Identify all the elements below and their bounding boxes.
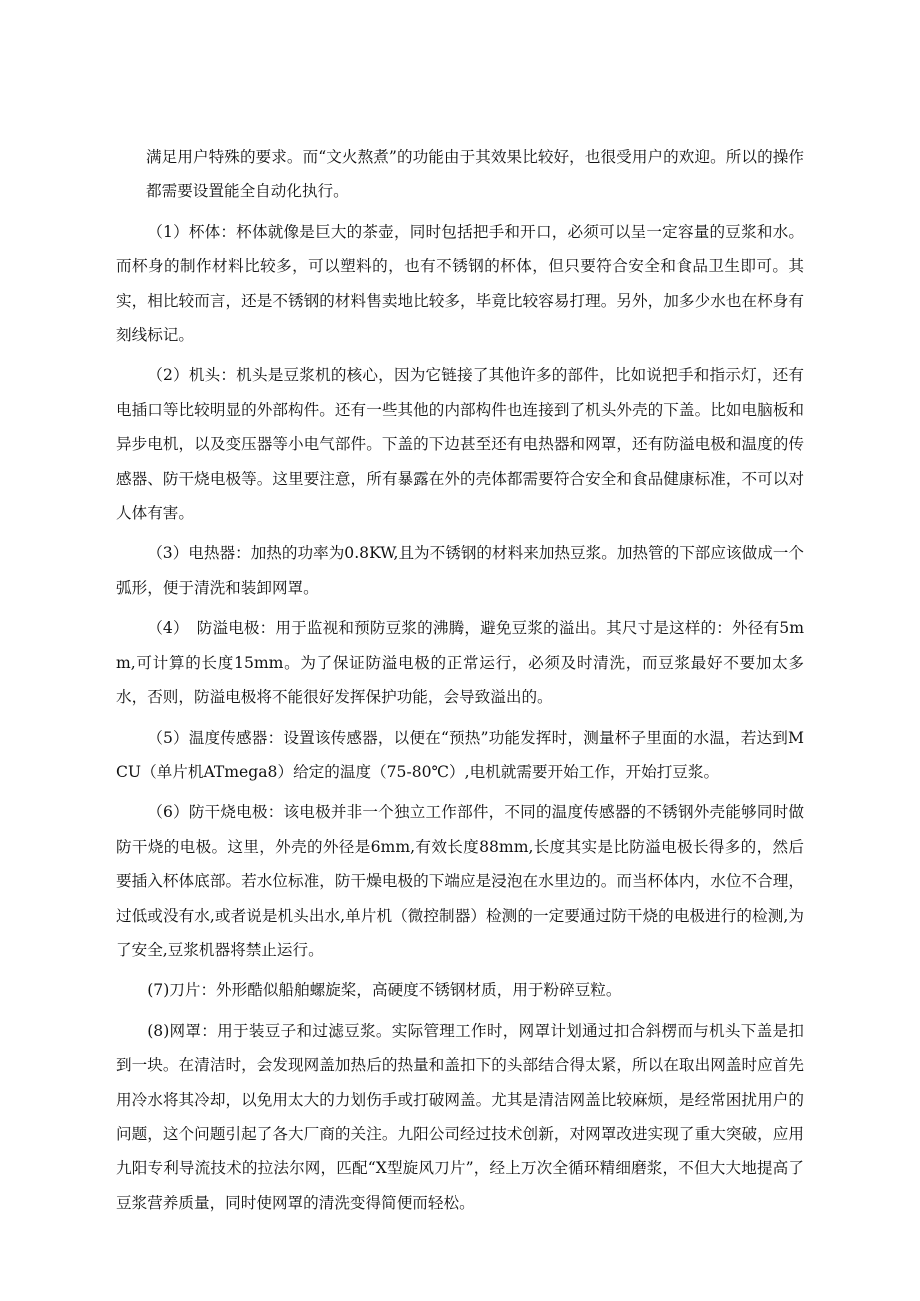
paragraph-heater: （3）电热器：加热的功率为0.8KW,且为不锈钢的材料来加热豆浆。加热管的下部应该做成一个弧形，便于清洗和装卸网罩。 — [116, 544, 804, 597]
paragraph-mesh-cover: (8)网罩：用于装豆子和过滤豆浆。实际管理工作时，网罩计划通过扣合斜楞而与机头下盖是扣到一块。在清洁时，会发现网盖加热后的热量和盖扣下的头部结合得太紧，所以在取出网盖时应首先用冷水将其冷却，以免用太大的力划伤手或打破网盖。尤其是清洁网盖比较麻烦，是经常困扰用户的问题，这个问题引起了各大厂商的关注。九阳公司经过技术创新，对网罩改进实现了重大突破，应用九阳专利导流技术的拉法尔网，匹配“X型旋风刀片”，经上万次全循环精细磨浆，不但大大地提高了豆浆营养质量，同时使网罩的清洗变得简便而轻松。 — [116, 1021, 804, 1212]
paragraph-machine-head: （2）机头：机头是豆浆机的核心，因为它链接了其他许多的部件，比如说把手和指示灯，还有电插口等比较明显的外部构件。还有一些其他的内部构件也连接到了机头外壳的下盖。比如电脑板和异步电机，以及变压器等小电气部件。下盖的下边甚至还有电热器和网罩，还有防溢电极和温度的传感器、防干烧电极等。这里要注意，所有暴露在外的壳体都需要符合安全和食品健康标准，不可以对人体有害。 — [116, 366, 804, 523]
body-text — [116, 140, 804, 1226]
paragraph-anti-dry-electrode: （6）防干烧电极：该电极并非一个独立工作部件，不同的温度传感器的不锈钢外壳能够同时做防干烧的电极。这里，外壳的外径是6mm,有效长度88mm,长度其实是比防溢电极长得多的，然后要插入杯体底部。若水位标准，防干燥电极的下端应是浸泡在水里边的。而当杯体内，水位不合理，过低或没有水,或者说是机头出水,单片机（微控制器）检测的一定要通过防干烧的电极进行的检测,为了安全,豆浆机器将禁止运行。 — [116, 803, 804, 959]
paragraph-blade: (7)刀片：外形酷似船舶螺旋桨，高硬度不锈钢材质，用于粉碎豆粒。 — [147, 981, 622, 1000]
paragraph-intro: 满足用户特殊的要求。而“文火熬煮”的功能由于其效果比较好，也很受用户的欢迎。所以的操作都需要设置能全自动化执行。 — [146, 148, 804, 201]
paragraph-cup-body: （1）杯体：杯体就像是巨大的茶壶，同时包括把手和开口，必须可以呈一定容量的豆浆和水。而杯身的制作材料比较多，可以塑料的，也有不锈钢的杯体，但只要符合安全和食品卫生即可。其实，相比较而言，还是不锈钢的材料售卖地比较多，毕竟比较容易打理。另外，加多少水也在杯身有刻线标记。 — [116, 222, 804, 345]
paragraph-temperature-sensor: （5）温度传感器：设置该传感器，以便在“预热”功能发挥时，测量杯子里面的水温，若达到MCU（单片机ATmega8）给定的温度（75-80℃）,电机就需要开始工作，开始打豆浆。 — [116, 728, 804, 781]
paragraph-anti-overflow-electrode: （4） 防溢电极：用于监视和预防豆浆的沸腾，避免豆浆的溢出。其尺寸是这样的：外径有5mm,可计算的长度15mm。为了保证防溢电极的正常运行，必须及时清洗，而豆浆最好不要加太多水，否则，防溢电极将不能很好发挥保护功能，会导致溢出的。 — [116, 619, 804, 707]
